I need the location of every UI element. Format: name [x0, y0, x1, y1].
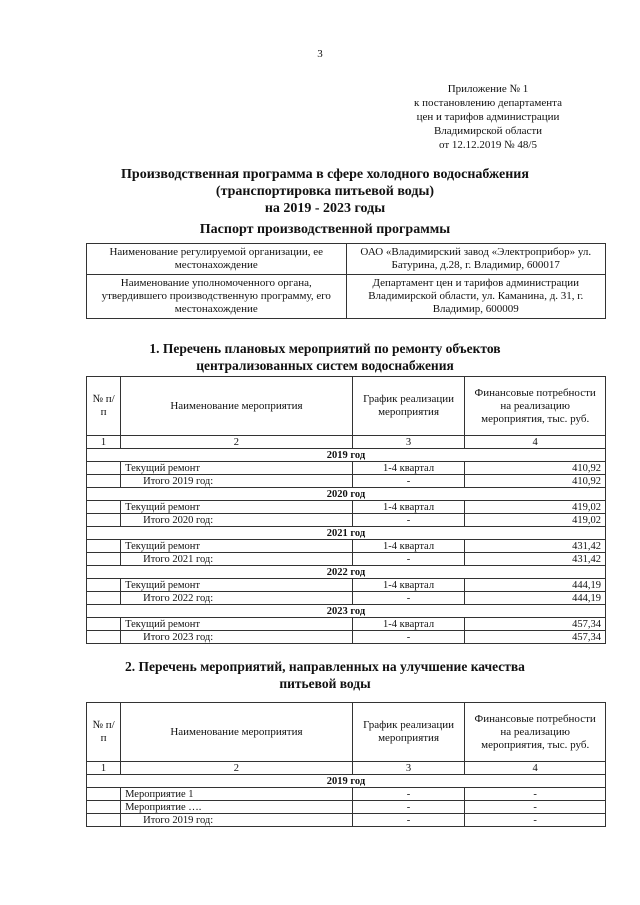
schedule-cell: -: [352, 553, 465, 566]
table-row: [87, 579, 606, 592]
header-finance: Финансовые потребности на реализацию мероприятия, тыс. руб.: [465, 703, 606, 762]
num-cell: [87, 540, 121, 553]
year-label: 2022 год: [87, 566, 606, 579]
schedule-cell: -: [352, 514, 465, 527]
total-value: 419,02: [465, 514, 606, 527]
index-cell: 3: [352, 762, 465, 775]
repair-activities-table: [86, 376, 606, 644]
total-row: [87, 475, 606, 488]
finance-cell: 419,02: [465, 501, 606, 514]
schedule-cell: -: [352, 592, 465, 605]
total-value: -: [465, 814, 606, 827]
table-header-row: [87, 377, 606, 436]
table-row: [87, 501, 606, 514]
passport-label: Наименование уполномоченного органа, утвердившего производственную программу, его местонахождение: [87, 275, 347, 319]
num-cell: [87, 579, 121, 592]
schedule-cell: -: [352, 801, 465, 814]
total-value: 457,34: [465, 631, 606, 644]
name-cell: Текущий ремонт: [121, 579, 353, 592]
total-row: [87, 592, 606, 605]
appendix-block: [388, 82, 588, 152]
num-cell: [87, 514, 121, 527]
total-label: Итого 2019 год:: [121, 814, 353, 827]
header-schedule: График реализации мероприятия: [352, 703, 465, 762]
num-cell: [87, 814, 121, 827]
schedule-cell: -: [352, 788, 465, 801]
index-row: [87, 436, 606, 449]
year-label: 2021 год: [87, 527, 606, 540]
total-label: Итого 2021 год:: [121, 553, 353, 566]
finance-cell: 457,34: [465, 618, 606, 631]
header-name: Наименование мероприятия: [121, 377, 353, 436]
section-title-line: централизованных систем водоснабжения: [196, 358, 454, 373]
title-line: (транспортировка питьевой воды): [215, 184, 435, 199]
finance-cell: 444,19: [465, 579, 606, 592]
passport-row: [87, 275, 606, 319]
total-label: Итого 2020 год:: [121, 514, 353, 527]
total-row: [87, 814, 606, 827]
num-cell: [87, 631, 121, 644]
passport-table: [86, 243, 606, 319]
schedule-cell: -: [352, 814, 465, 827]
schedule-cell: 1-4 квартал: [352, 462, 465, 475]
schedule-cell: -: [352, 631, 465, 644]
table-row: [87, 801, 606, 814]
num-cell: [87, 801, 121, 814]
index-cell: 2: [121, 436, 353, 449]
name-cell: Текущий ремонт: [121, 501, 353, 514]
table-header-row: [87, 703, 606, 762]
appendix-line: к постановлению департамента: [414, 97, 562, 109]
total-label: Итого 2022 год:: [121, 592, 353, 605]
index-cell: 4: [465, 762, 606, 775]
total-row: [87, 514, 606, 527]
finance-cell: -: [465, 788, 606, 801]
passport-title: Паспорт производственной программы: [199, 222, 451, 237]
appendix-line: Приложение № 1: [447, 83, 529, 95]
year-row: [87, 566, 606, 579]
appendix-line: цен и тарифов администрации: [416, 111, 560, 123]
index-row: [87, 762, 606, 775]
year-row: [87, 605, 606, 618]
passport-value: ОАО «Владимирский завод «Электроприбор» ул. Батурина, д.28, г. Владимир, 600017: [346, 244, 606, 275]
table-row: [87, 462, 606, 475]
num-cell: [87, 553, 121, 566]
index-cell: 1: [87, 762, 121, 775]
finance-cell: 431,42: [465, 540, 606, 553]
schedule-cell: 1-4 квартал: [352, 618, 465, 631]
section-title-line: 1. Перечень плановых мероприятий по ремонту объектов: [149, 341, 501, 356]
year-row: [87, 527, 606, 540]
year-label: 2019 год: [87, 449, 606, 462]
table-row: [87, 618, 606, 631]
num-cell: [87, 592, 121, 605]
schedule-cell: -: [352, 475, 465, 488]
year-row: [87, 775, 606, 788]
table-row: [87, 788, 606, 801]
passport-label: Наименование регулируемой организации, ее местонахождение: [87, 244, 347, 275]
passport-row: [87, 244, 606, 275]
table-row: [87, 540, 606, 553]
title-line: Производственная программа в сфере холодного водоснабжения: [121, 167, 529, 182]
num-cell: [87, 462, 121, 475]
page-number: 3: [317, 48, 323, 60]
name-cell: Текущий ремонт: [121, 618, 353, 631]
num-cell: [87, 501, 121, 514]
title-line: на 2019 - 2023 годы: [264, 201, 386, 216]
total-row: [87, 553, 606, 566]
total-value: 431,42: [465, 553, 606, 566]
name-cell: Мероприятие ….: [121, 801, 353, 814]
num-cell: [87, 475, 121, 488]
year-label: 2020 год: [87, 488, 606, 501]
schedule-cell: 1-4 квартал: [352, 579, 465, 592]
num-cell: [87, 788, 121, 801]
year-row: [87, 488, 606, 501]
header-schedule: График реализации мероприятия: [352, 377, 465, 436]
name-cell: Мероприятие 1: [121, 788, 353, 801]
appendix-line: Владимирской области: [433, 125, 543, 137]
finance-cell: 410,92: [465, 462, 606, 475]
section-title-line: 2. Перечень мероприятий, направленных на улучшение качества: [125, 659, 525, 674]
finance-cell: -: [465, 801, 606, 814]
header-finance: Финансовые потребности на реализацию мероприятия, тыс. руб.: [465, 377, 606, 436]
schedule-cell: 1-4 квартал: [352, 501, 465, 514]
header-num: № п/п: [87, 703, 121, 762]
header-num: № п/п: [87, 377, 121, 436]
section-title-line: питьевой воды: [279, 676, 371, 691]
index-cell: 4: [465, 436, 606, 449]
total-value: 444,19: [465, 592, 606, 605]
name-cell: Текущий ремонт: [121, 540, 353, 553]
year-label: 2023 год: [87, 605, 606, 618]
num-cell: [87, 618, 121, 631]
water-quality-activities-table: [86, 702, 606, 827]
year-row: [87, 449, 606, 462]
total-label: Итого 2019 год:: [121, 475, 353, 488]
year-label: 2019 год: [87, 775, 606, 788]
appendix-line: от 12.12.2019 № 48/5: [439, 139, 537, 151]
total-value: 410,92: [465, 475, 606, 488]
schedule-cell: 1-4 квартал: [352, 540, 465, 553]
section2-title: [60, 658, 590, 692]
total-label: Итого 2023 год:: [121, 631, 353, 644]
document-title: [60, 166, 590, 217]
index-cell: 3: [352, 436, 465, 449]
total-row: [87, 631, 606, 644]
name-cell: Текущий ремонт: [121, 462, 353, 475]
header-name: Наименование мероприятия: [121, 703, 353, 762]
passport-value: Департамент цен и тарифов администрации Владимирской области, ул. Каманина, д. 31, г. Владимир, 600009: [346, 275, 606, 319]
section1-title: [60, 340, 590, 374]
index-cell: 1: [87, 436, 121, 449]
index-cell: 2: [121, 762, 353, 775]
